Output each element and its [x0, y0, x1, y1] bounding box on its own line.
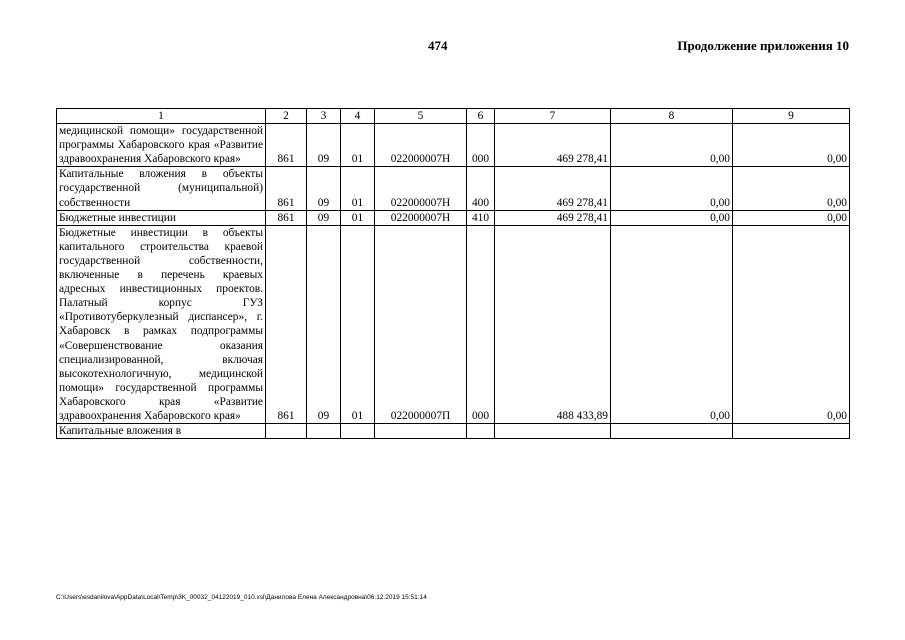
- row-cell-admin: 861: [266, 167, 307, 210]
- row-cell-section: 09: [307, 124, 341, 167]
- column-header-7: 7: [495, 109, 611, 124]
- row-cell-target: 022000007Н: [375, 210, 467, 225]
- row-cell-amount: 469 278,41: [495, 210, 611, 225]
- row-cell-amount-8: 0,00: [611, 124, 733, 167]
- row-cell-expense-type: 000: [467, 124, 495, 167]
- row-cell-amount-8: 0,00: [611, 167, 733, 210]
- row-cell-expense-type: 400: [467, 167, 495, 210]
- row-cell-target: 022000007П: [375, 225, 467, 423]
- row-cell-section: [307, 424, 341, 439]
- row-cell-section: 09: [307, 210, 341, 225]
- column-header-9: 9: [733, 109, 850, 124]
- row-cell-amount-9: 0,00: [733, 124, 850, 167]
- row-cell-subsection: 01: [341, 225, 375, 423]
- row-cell-admin: 861: [266, 124, 307, 167]
- column-header-2: 2: [266, 109, 307, 124]
- page-number: 474: [428, 38, 448, 53]
- row-cell-expense-type: [467, 424, 495, 439]
- row-cell-admin: [266, 424, 307, 439]
- row-cell-target: [375, 424, 467, 439]
- row-cell-expense-type: 410: [467, 210, 495, 225]
- table-row: [57, 167, 850, 210]
- row-name-cell: Капитальные вложения в: [57, 424, 266, 439]
- row-cell-amount-8: [611, 424, 733, 439]
- row-cell-admin: 861: [266, 225, 307, 423]
- row-cell-target: 022000007Н: [375, 167, 467, 210]
- row-cell-amount-9: 0,00: [733, 225, 850, 423]
- row-cell-amount-8: 0,00: [611, 210, 733, 225]
- table-row: [57, 210, 850, 225]
- table-row: [57, 124, 850, 167]
- row-cell-subsection: 01: [341, 124, 375, 167]
- column-header-8: 8: [611, 109, 733, 124]
- row-cell-target: 022000007Н: [375, 124, 467, 167]
- row-name-cell: Бюджетные инвестиции: [57, 210, 266, 225]
- column-header-1: 1: [57, 109, 266, 124]
- row-cell-amount-9: 0,00: [733, 167, 850, 210]
- row-cell-expense-type: 000: [467, 225, 495, 423]
- row-cell-subsection: 01: [341, 167, 375, 210]
- column-header-5: 5: [375, 109, 467, 124]
- table-row: [57, 225, 850, 423]
- column-header-4: 4: [341, 109, 375, 124]
- row-name-cell: Бюджетные инвестиции в объекты капитального строительства краевой государственной собственности, включенные в перечень краевых адресных инвестиционных проектов. Палатный корпус ГУЗ «Противотуберкулезный диспансер», г. Хабаровск в рамках подпрограммы «Совершенствование оказания специализированной, включая высокотехнологичную, медицинской помощи» государственной программы Хабаровского края «Развитие здравоохранения Хабаровского края»: [57, 225, 266, 423]
- footer-file-path: C:\Users\esdanilova\AppData\Local\Temp\3K_00032_04122019_010.xsl\Данилова Елена Александровна\06.12.2019 15:51:14: [56, 594, 427, 601]
- table-header-row: [57, 109, 850, 124]
- row-cell-subsection: [341, 424, 375, 439]
- row-cell-amount: 469 278,41: [495, 167, 611, 210]
- row-cell-subsection: 01: [341, 210, 375, 225]
- appendix-note: Продолжение приложения 10: [677, 38, 849, 53]
- row-cell-amount: 488 433,89: [495, 225, 611, 423]
- row-cell-amount-9: [733, 424, 850, 439]
- row-cell-amount: [495, 424, 611, 439]
- budget-table: [56, 108, 850, 439]
- row-name-cell: Капитальные вложения в объекты государственной (муниципальной) собственности: [57, 167, 266, 210]
- column-header-3: 3: [307, 109, 341, 124]
- row-cell-section: 09: [307, 225, 341, 423]
- row-cell-admin: 861: [266, 210, 307, 225]
- table-row: [57, 424, 850, 439]
- row-cell-amount-9: 0,00: [733, 210, 850, 225]
- row-cell-section: 09: [307, 167, 341, 210]
- row-cell-amount-8: 0,00: [611, 225, 733, 423]
- row-name-cell: медицинской помощи» государственной программы Хабаровского края «Развитие здравоохранения Хабаровского края»: [57, 124, 266, 167]
- column-header-6: 6: [467, 109, 495, 124]
- row-cell-amount: 469 278,41: [495, 124, 611, 167]
